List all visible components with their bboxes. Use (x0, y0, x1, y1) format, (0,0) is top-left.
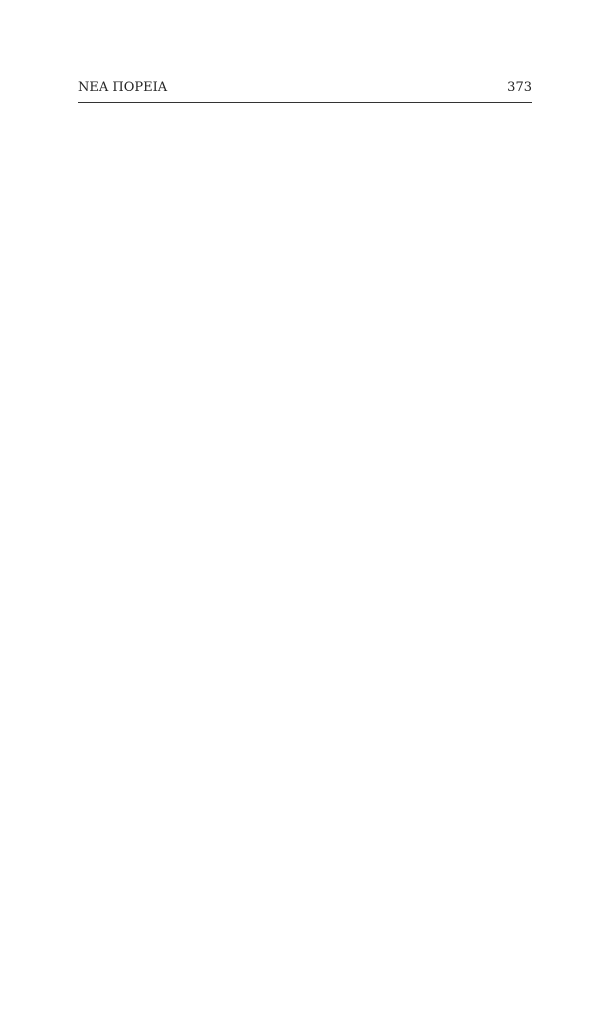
paragraph-5 (78, 626, 532, 850)
page-number: 373 (507, 80, 532, 95)
paragraph-6 (78, 860, 532, 1002)
header-rule (78, 102, 532, 103)
journal-title: ΝΕΑ ΠΟΡΕΙΑ (78, 80, 168, 95)
paragraph-3 (78, 412, 532, 454)
running-head (78, 80, 532, 100)
body-text (78, 114, 532, 1004)
paragraph-1 (78, 114, 532, 250)
paragraph-4 (78, 464, 532, 616)
paragraph-2 (78, 260, 532, 402)
